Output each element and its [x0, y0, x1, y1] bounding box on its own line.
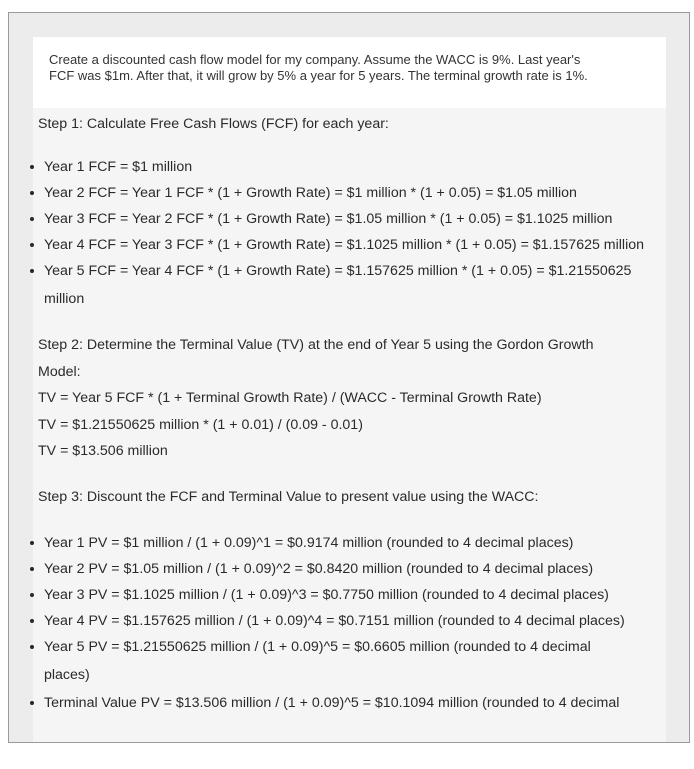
bullet-icon: [30, 593, 34, 597]
list-item-continuation: million: [44, 291, 85, 307]
bullet-icon: [30, 191, 34, 195]
bullet-icon: [30, 165, 34, 169]
bullet-icon: [30, 567, 34, 571]
step2-calculation: TV = $1.21550625 million * (1 + 0.01) / (0.09 - 0.01): [38, 417, 363, 433]
bullet-icon: [30, 243, 34, 247]
list-item: Year 3 FCF = Year 2 FCF * (1 + Growth Rate) = $1.05 million * (1 + 0.05) = $1.1025 million: [44, 211, 613, 227]
list-item: Year 4 PV = $1.157625 million / (1 + 0.09)^4 = $0.7151 million (rounded to 4 decimal places): [44, 613, 625, 629]
bullet-icon: [30, 619, 34, 623]
list-item: Year 1 FCF = $1 million: [44, 159, 193, 175]
prompt-line-2: FCF was $1m. After that, it will grow by 5% a year for 5 years. The terminal growth rate is 1%.: [49, 68, 588, 83]
list-item: Year 5 PV = $1.21550625 million / (1 + 0.09)^5 = $0.6605 million (rounded to 4 decimal: [44, 639, 591, 655]
bullet-icon: [30, 269, 34, 273]
step2-heading-line-1: Step 2: Determine the Terminal Value (TV) at the end of Year 5 using the Gordon Growth: [38, 337, 594, 353]
list-item-continuation: places): [44, 667, 90, 683]
step2-result: TV = $13.506 million: [38, 443, 168, 459]
step2-heading-line-2: Model:: [38, 364, 81, 380]
list-item: Terminal Value PV = $13.506 million / (1 + 0.09)^5 = $10.1094 million (rounded to 4 decimal: [44, 695, 620, 711]
list-item: Year 5 FCF = Year 4 FCF * (1 + Growth Rate) = $1.157625 million * (1 + 0.05) = $1.21550625: [44, 263, 632, 279]
list-item: Year 4 FCF = Year 3 FCF * (1 + Growth Rate) = $1.1025 million * (1 + 0.05) = $1.157625 million: [44, 237, 645, 253]
list-item: Year 1 PV = $1 million / (1 + 0.09)^1 = $0.9174 million (rounded to 4 decimal places): [44, 535, 574, 551]
list-item: Year 2 PV = $1.05 million / (1 + 0.09)^2 = $0.8420 million (rounded to 4 decimal places): [44, 561, 594, 577]
step2-formula: TV = Year 5 FCF * (1 + Terminal Growth Rate) / (WACC - Terminal Growth Rate): [38, 390, 542, 406]
bullet-icon: [30, 701, 34, 705]
list-item: Year 3 PV = $1.1025 million / (1 + 0.09)^3 = $0.7750 million (rounded to 4 decimal places): [44, 587, 609, 603]
user-prompt-message: [33, 37, 666, 108]
list-item: Year 2 FCF = Year 1 FCF * (1 + Growth Rate) = $1 million * (1 + 0.05) = $1.05 million: [44, 185, 577, 201]
bullet-icon: [30, 217, 34, 221]
bullet-icon: [30, 541, 34, 545]
prompt-line-1: Create a discounted cash flow model for my company. Assume the WACC is 9%. Last year's: [49, 52, 581, 67]
step3-heading: Step 3: Discount the FCF and Terminal Value to present value using the WACC:: [38, 489, 539, 505]
bullet-icon: [30, 645, 34, 649]
step1-heading: Step 1: Calculate Free Cash Flows (FCF) for each year:: [38, 116, 389, 132]
